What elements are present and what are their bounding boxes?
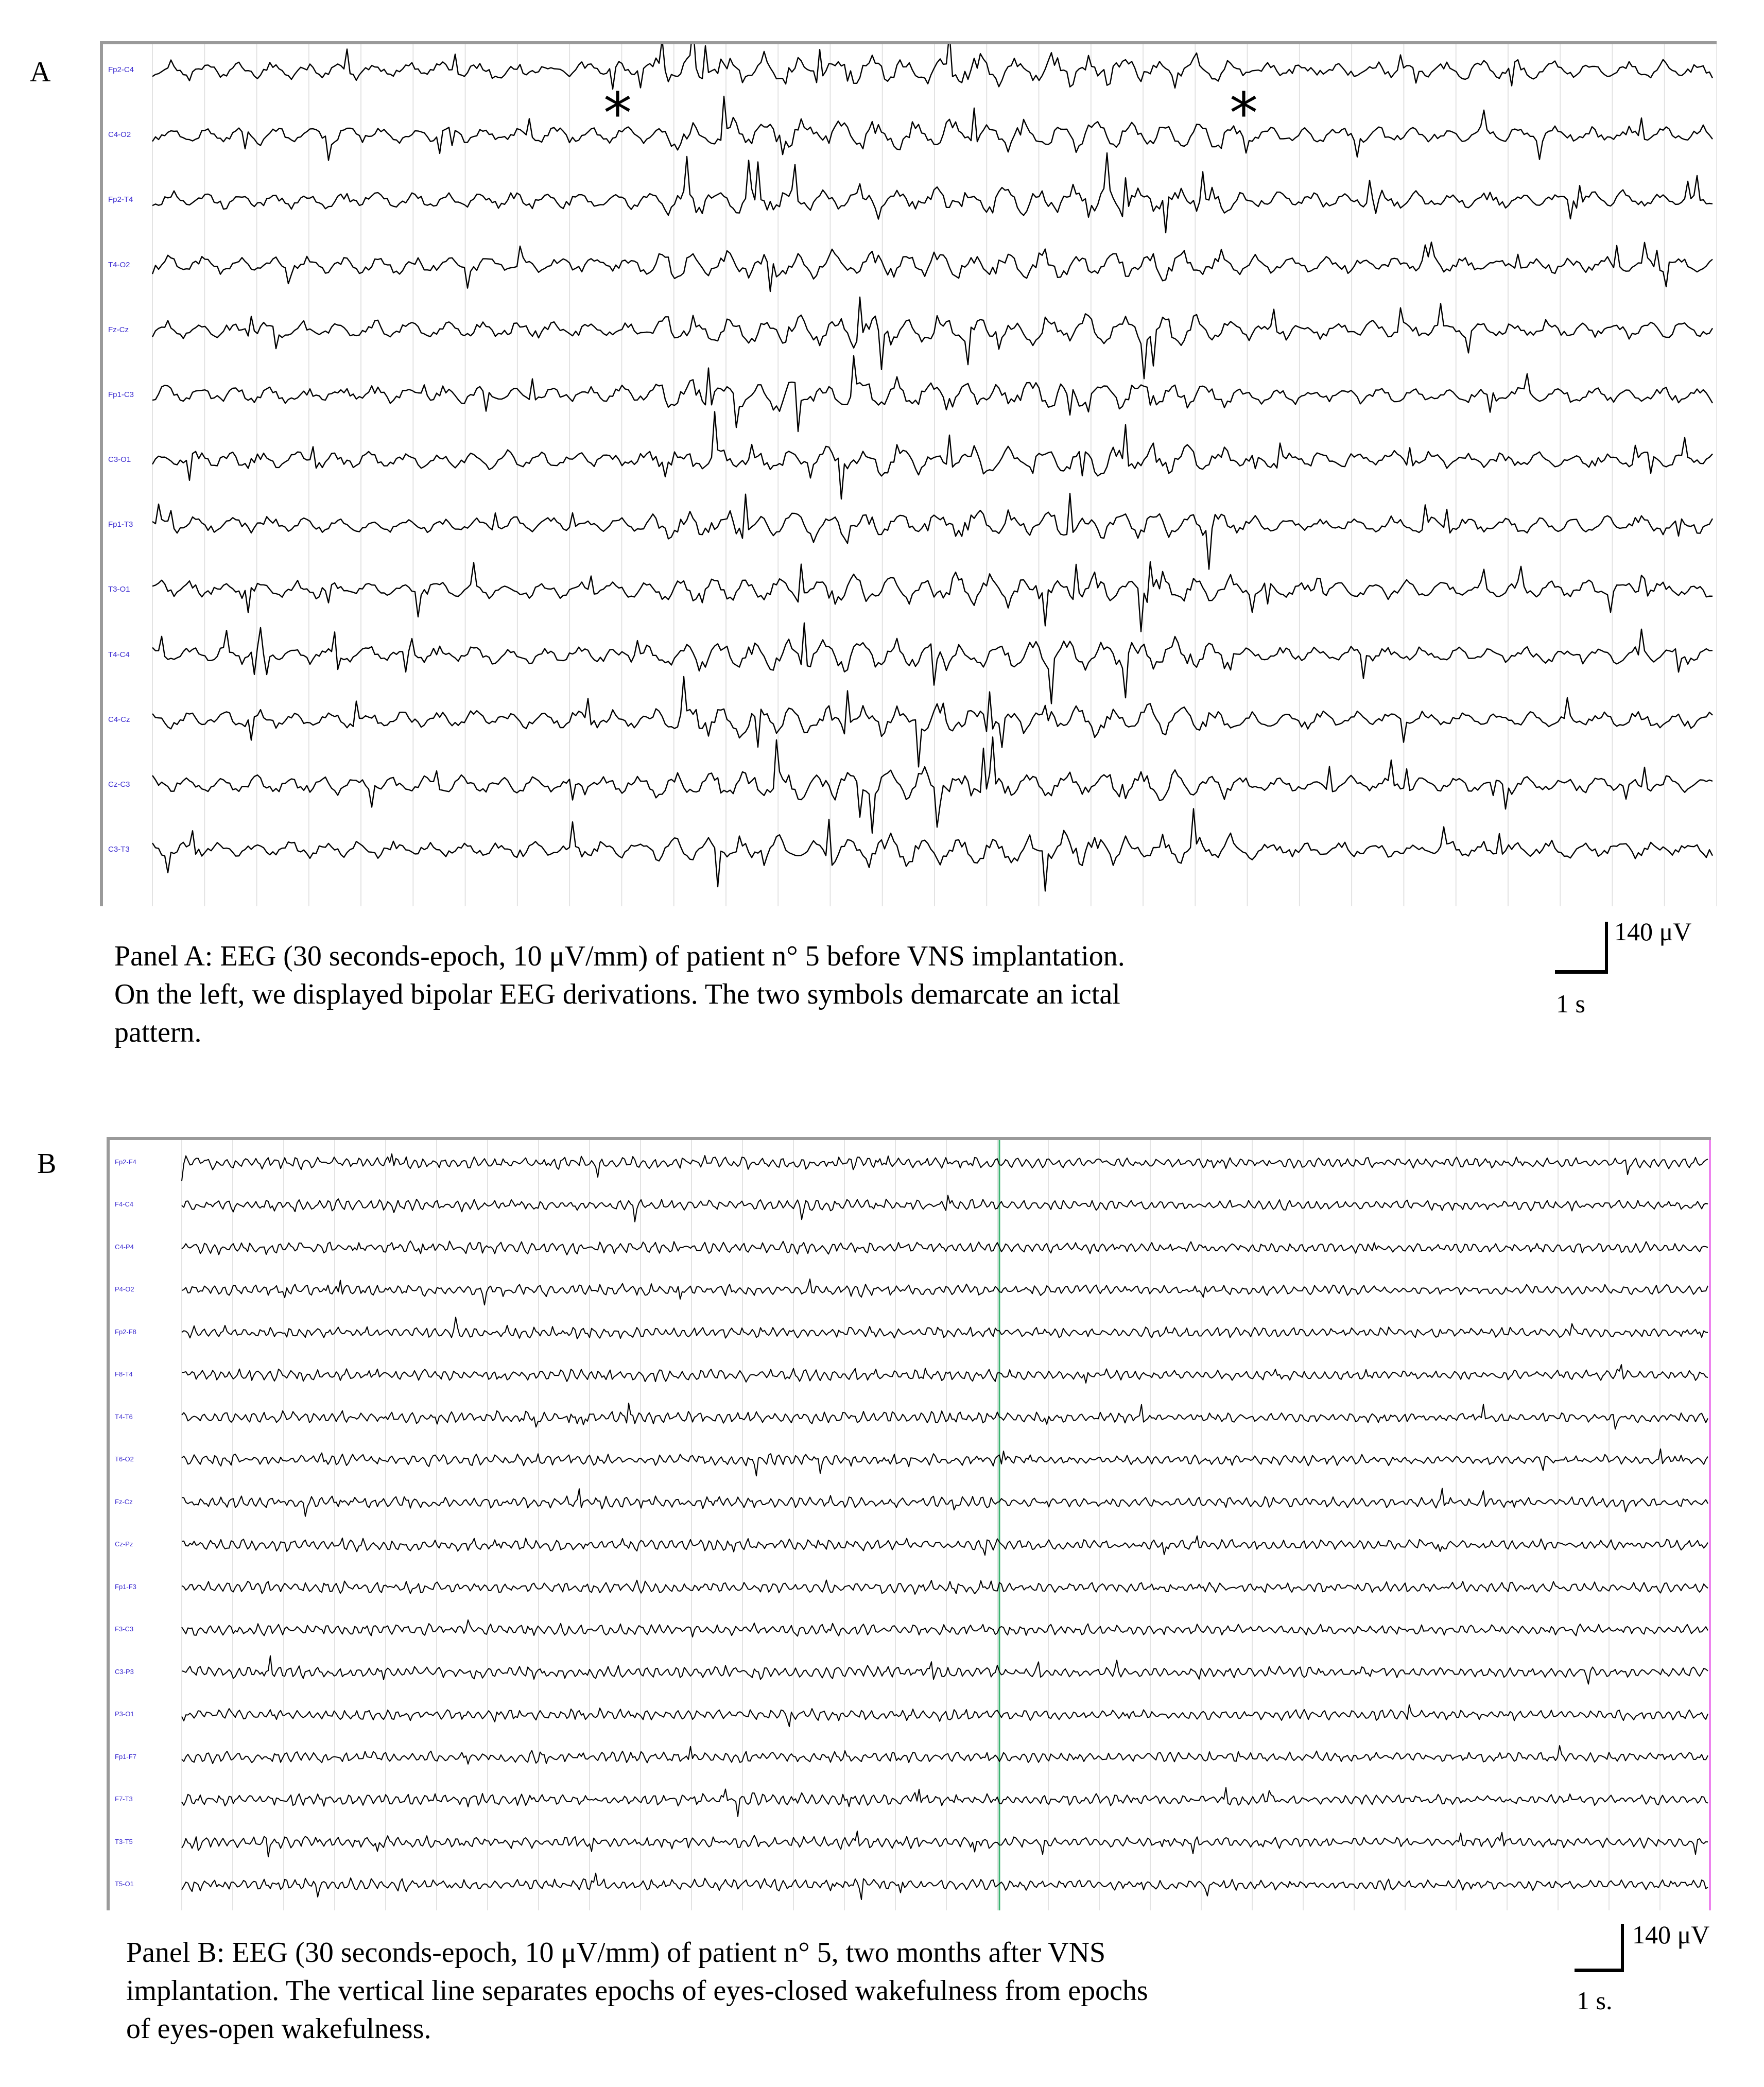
channel-label: T3-T5 [115, 1837, 133, 1845]
eeg-trace [182, 1403, 1708, 1429]
caption-line: of eyes-open wakefulness. [126, 2013, 431, 2045]
time-scale-label: 1 s [1556, 989, 1585, 1018]
amplitude-scale-label: 140 μV [1614, 917, 1692, 946]
time-scale-label: 1 s. [1577, 1986, 1613, 2015]
channel-label: T4-C4 [108, 650, 130, 659]
panel-b-caption [126, 1934, 1148, 2048]
caption-line: Panel B: EEG (30 seconds-epoch, 10 μV/mm) of patient n° 5, two months after VNS [126, 1937, 1106, 1969]
panel-b-eeg-chart [107, 1137, 1711, 1910]
eeg-trace [182, 1195, 1708, 1222]
eeg-trace [182, 1787, 1708, 1816]
eeg-trace [152, 297, 1713, 379]
eeg-trace [182, 1317, 1708, 1339]
eeg-trace [152, 242, 1713, 291]
ictal-start-marker: * [603, 80, 632, 146]
channel-label: F7-T3 [115, 1795, 133, 1803]
eeg-trace [182, 1154, 1708, 1181]
amplitude-scale-label: 140 μV [1632, 1920, 1710, 1949]
channel-label: C3-P3 [115, 1667, 134, 1676]
ictal-end-marker: * [1230, 80, 1258, 146]
time-scale-line [1575, 1969, 1624, 1972]
panel-b-traces [110, 1140, 1711, 1910]
channel-label: Fp2-F4 [115, 1158, 136, 1166]
eeg-trace [182, 1656, 1708, 1684]
eeg-trace [182, 1365, 1708, 1383]
channel-label: C4-O2 [108, 130, 131, 140]
channel-label: Fz-Cz [115, 1497, 133, 1506]
channel-label: Cz-Pz [115, 1540, 133, 1548]
channel-label: Fp1-F3 [115, 1582, 136, 1591]
eeg-trace [182, 1746, 1708, 1764]
channel-label: F3-C3 [115, 1625, 134, 1633]
channel-label: Fp1-T3 [108, 520, 133, 529]
eeg-trace [152, 677, 1713, 767]
caption-line: implantation. The vertical line separates epochs of eyes-closed wakefulness from epochs [126, 1975, 1148, 2007]
channel-label: C3-T3 [108, 845, 130, 854]
channel-label: Fp2-F8 [115, 1327, 136, 1336]
caption-line: Panel A: EEG (30 seconds-epoch, 10 μV/mm) of patient n° 5 before VNS implantation. [114, 940, 1125, 972]
eeg-trace [152, 562, 1713, 632]
eeg-trace [182, 1241, 1708, 1255]
eeg-trace [182, 1580, 1708, 1595]
eeg-trace [182, 1831, 1708, 1857]
channel-label: Fz-Cz [108, 325, 129, 334]
panel-a-caption [114, 937, 1125, 1051]
channel-label: F4-C4 [115, 1200, 134, 1209]
eeg-trace [182, 1620, 1708, 1637]
channel-label: C3-O1 [108, 455, 131, 464]
channel-label: P4-O2 [115, 1285, 134, 1293]
eeg-trace [152, 96, 1713, 160]
eeg-trace [152, 623, 1713, 704]
channel-label: T5-O1 [115, 1880, 134, 1888]
eeg-trace [182, 1705, 1708, 1727]
eeg-trace [152, 493, 1713, 569]
eeg-trace [182, 1488, 1708, 1516]
eeg-trace [182, 1279, 1708, 1305]
channel-label: C4-Cz [108, 715, 130, 724]
amplitude-scale-line [1621, 1924, 1624, 1971]
channel-label: Fp2-T4 [108, 195, 133, 204]
panel-a-eeg-chart [100, 41, 1717, 906]
channel-label: P3-O1 [115, 1710, 134, 1718]
channel-label: Cz-C3 [108, 780, 130, 789]
channel-label: Fp2-C4 [108, 65, 134, 74]
panel-a-letter: A [30, 56, 51, 88]
eeg-trace [152, 356, 1713, 432]
eeg-trace [182, 1536, 1708, 1556]
eeg-trace [182, 1449, 1708, 1476]
caption-line: pattern. [114, 1016, 202, 1048]
channel-label: Fp1-F7 [115, 1752, 136, 1761]
eeg-trace [152, 44, 1713, 89]
channel-label: Fp1-C3 [108, 390, 134, 399]
panel-b-letter: B [37, 1148, 57, 1180]
eeg-trace [152, 737, 1713, 833]
eeg-trace [152, 809, 1713, 891]
channel-label: T3-O1 [108, 585, 130, 594]
eeg-trace [152, 153, 1713, 233]
channel-label: T6-O2 [115, 1455, 134, 1463]
channel-label: T4-O2 [108, 260, 130, 269]
eeg-trace [152, 411, 1713, 499]
caption-line: On the left, we displayed bipolar EEG derivations. The two symbols demarcate an ictal [114, 978, 1120, 1010]
channel-label: T4-T6 [115, 1412, 133, 1421]
amplitude-scale-line [1605, 922, 1608, 973]
eeg-trace [182, 1873, 1708, 1900]
panel-a-traces [103, 44, 1717, 906]
time-scale-line [1555, 970, 1608, 974]
channel-label: C4-P4 [115, 1243, 134, 1251]
channel-label: F8-T4 [115, 1370, 133, 1378]
